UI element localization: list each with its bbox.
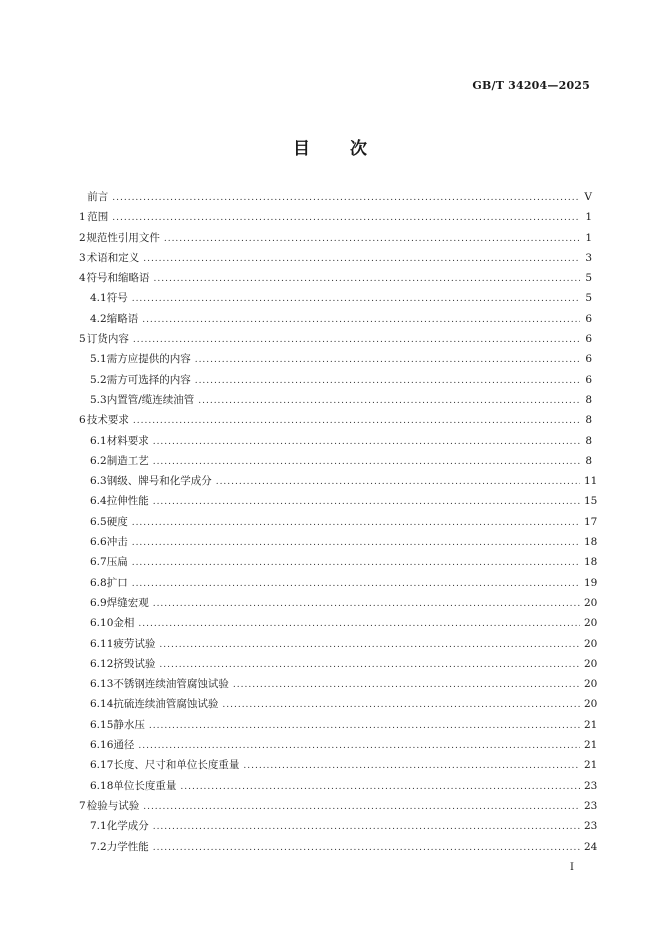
toc-entry-label: 压扁 — [106, 556, 128, 569]
toc-entry-page: 18 — [584, 536, 598, 549]
toc-entry[interactable] — [79, 248, 592, 268]
dot-leader — [132, 289, 580, 309]
toc-entry-number: 4.2 — [90, 312, 107, 325]
toc-entry-number: 6.12 — [90, 657, 114, 670]
toc-entry[interactable] — [79, 390, 592, 410]
dot-leader — [153, 432, 580, 452]
toc-entry-page: 1 — [585, 211, 592, 224]
toc-entry[interactable] — [79, 187, 592, 207]
dot-leader — [159, 655, 580, 675]
toc-entry[interactable] — [79, 370, 592, 390]
toc-entry-page: 23 — [584, 779, 598, 792]
toc-entry-page: 8 — [585, 393, 592, 406]
toc-entry-page: 23 — [584, 799, 598, 812]
toc-entry-label: 范围 — [87, 211, 109, 224]
toc-entry[interactable] — [79, 776, 598, 796]
dot-leader — [142, 310, 580, 330]
dot-leader — [222, 695, 580, 715]
toc-entry-number: 6.6 — [90, 536, 107, 549]
toc-entry[interactable] — [79, 288, 592, 308]
toc-entry-number: 6.13 — [90, 678, 114, 691]
toc-entry-number: 5.3 — [90, 393, 107, 406]
dot-leader — [132, 533, 580, 553]
toc-entry-page: 18 — [584, 556, 598, 569]
dot-leader — [153, 492, 580, 512]
toc-entry-label: 需方应提供的内容 — [106, 353, 191, 366]
toc-entry-page: 21 — [584, 759, 598, 772]
toc-entry-label: 符号和缩略语 — [86, 272, 150, 285]
dot-leader — [195, 371, 580, 391]
toc-entry[interactable] — [79, 755, 598, 775]
toc-entry-page: 15 — [584, 495, 598, 508]
toc-entry-label: 扩口 — [106, 576, 128, 589]
toc-entry-number: 2 — [79, 231, 86, 244]
toc-entry[interactable] — [79, 532, 598, 552]
dot-leader — [195, 350, 580, 370]
toc-entry[interactable] — [79, 674, 598, 694]
toc-entry-label: 术语和定义 — [86, 251, 140, 264]
toc-entry-label: 拉伸性能 — [106, 495, 149, 508]
dot-leader — [138, 614, 580, 634]
toc-entry-label: 冲击 — [106, 536, 128, 549]
toc-entry-number: 3 — [79, 251, 86, 264]
toc-entry[interactable] — [79, 207, 592, 227]
toc-entry-label: 单位长度重量 — [113, 779, 177, 792]
toc-entry[interactable] — [79, 654, 598, 674]
dot-leader — [153, 817, 580, 837]
toc-entry-number: 6.14 — [90, 698, 114, 711]
toc-entry-number: 4.1 — [90, 292, 107, 305]
toc-entry-number: 6.8 — [90, 576, 107, 589]
table-of-contents — [79, 187, 598, 857]
toc-entry[interactable] — [79, 613, 598, 633]
toc-entry[interactable] — [79, 491, 598, 511]
toc-entry-number: 6.7 — [90, 556, 107, 569]
toc-entry[interactable] — [79, 410, 592, 430]
toc-entry-label: 疲劳试验 — [113, 637, 156, 650]
toc-entry-label: 静水压 — [113, 718, 145, 731]
dot-leader — [143, 249, 580, 269]
dot-leader — [243, 756, 580, 776]
toc-entry[interactable] — [79, 309, 592, 329]
toc-entry-page: 11 — [584, 475, 598, 488]
toc-entry-label: 通径 — [113, 739, 135, 752]
toc-entry-page: 20 — [584, 617, 598, 630]
toc-entry-page: 17 — [584, 515, 598, 528]
toc-entry-page: 21 — [584, 739, 598, 752]
dot-leader — [233, 675, 580, 695]
dot-leader — [132, 553, 580, 573]
toc-entry[interactable] — [79, 593, 598, 613]
toc-entry-page: 6 — [585, 353, 592, 366]
toc-entry-label: 金相 — [113, 617, 135, 630]
dot-leader — [143, 797, 580, 817]
toc-entry[interactable] — [79, 552, 598, 572]
toc-entry-page: 20 — [584, 657, 598, 670]
dot-leader — [133, 330, 580, 350]
dot-leader — [112, 188, 580, 208]
toc-entry-page: 6 — [585, 373, 592, 386]
toc-entry[interactable] — [79, 431, 592, 451]
dot-leader — [180, 777, 580, 797]
toc-entry-label: 不锈钢连续油管腐蚀试验 — [113, 678, 229, 691]
toc-entry-label: 力学性能 — [106, 840, 149, 853]
toc-entry-label: 规范性引用文件 — [86, 231, 160, 244]
dot-leader — [112, 208, 580, 228]
toc-entry[interactable] — [79, 816, 598, 836]
toc-entry-page: 6 — [585, 312, 592, 325]
toc-entry-label: 订货内容 — [86, 333, 129, 346]
dot-leader — [138, 736, 580, 756]
toc-entry-number: 1 — [79, 211, 86, 224]
toc-entry[interactable] — [79, 228, 592, 248]
toc-entry[interactable] — [79, 837, 598, 857]
toc-entry[interactable] — [79, 329, 592, 349]
toc-entry[interactable] — [79, 715, 598, 735]
dot-leader — [216, 472, 580, 492]
toc-entry-number: 6.18 — [90, 779, 114, 792]
toc-entry-number: 6.3 — [90, 475, 107, 488]
toc-entry-number: 6.4 — [90, 495, 107, 508]
toc-entry-number: 6.15 — [90, 718, 114, 731]
toc-entry-number: 6.17 — [90, 759, 114, 772]
toc-entry-page: 20 — [584, 678, 598, 691]
dot-leader — [132, 574, 580, 594]
toc-entry-label: 前言 — [87, 191, 109, 203]
toc-entry-label: 内置管/缆连续油管 — [106, 393, 195, 406]
toc-entry-label: 制造工艺 — [106, 454, 149, 467]
toc-entry-label: 缩略语 — [106, 312, 139, 325]
toc-entry-number: 6.5 — [90, 515, 107, 528]
toc-entry-page: Ⅴ — [584, 191, 592, 203]
dot-leader — [153, 594, 580, 614]
page-title: 目 次 — [293, 139, 369, 159]
toc-entry-page: 5 — [585, 272, 592, 285]
toc-entry-number: 6.1 — [90, 434, 107, 447]
dot-leader — [159, 635, 580, 655]
toc-entry-page: 8 — [585, 434, 592, 447]
toc-entry-page: 21 — [584, 718, 598, 731]
dot-leader — [132, 513, 580, 533]
dot-leader — [133, 411, 580, 431]
toc-entry[interactable] — [79, 735, 598, 755]
toc-entry-page: 20 — [584, 698, 598, 711]
toc-entry-page: 5 — [585, 292, 592, 305]
toc-entry[interactable] — [79, 268, 592, 288]
toc-entry-label: 长度、尺寸和单位长度重量 — [113, 759, 240, 772]
toc-entry-number: 7 — [79, 799, 86, 812]
toc-entry[interactable] — [79, 796, 598, 816]
toc-entry-number: 5 — [79, 333, 86, 346]
toc-entry-label: 焊缝宏观 — [106, 596, 149, 609]
dot-leader — [198, 391, 580, 411]
toc-entry-number: 6.10 — [90, 617, 114, 630]
dot-leader — [154, 269, 580, 289]
toc-entry-number: 4 — [79, 272, 86, 285]
toc-entry-number: 7.2 — [90, 840, 107, 853]
toc-entry[interactable] — [79, 512, 598, 532]
toc-entry-number: 6 — [79, 414, 86, 427]
dot-leader — [149, 716, 580, 736]
toc-entry-number: 6.9 — [90, 596, 107, 609]
toc-entry[interactable] — [79, 349, 592, 369]
dot-leader — [164, 229, 580, 249]
toc-entry[interactable] — [79, 573, 598, 593]
toc-entry-number: 5.1 — [90, 353, 107, 366]
toc-entry-label: 材料要求 — [106, 434, 149, 447]
toc-entry-number: 6.16 — [90, 739, 114, 752]
toc-entry-label: 检验与试验 — [86, 799, 140, 812]
toc-entry-page: 6 — [585, 333, 592, 346]
dot-leader — [153, 452, 580, 472]
toc-entry-label: 符号 — [106, 292, 128, 305]
toc-entry[interactable] — [79, 471, 598, 491]
toc-entry-number: 7.1 — [90, 820, 107, 833]
toc-entry-number: 5.2 — [90, 373, 107, 386]
toc-entry-page: 20 — [584, 637, 598, 650]
toc-entry-number: 6.11 — [90, 637, 114, 650]
toc-entry-page: 8 — [585, 454, 592, 467]
dot-leader — [153, 838, 580, 858]
toc-entry-label: 技术要求 — [86, 414, 129, 427]
toc-entry[interactable] — [79, 634, 598, 654]
toc-entry-page: 1 — [585, 231, 592, 244]
toc-entry-page: 8 — [585, 414, 592, 427]
toc-entry-label: 抗硫连续油管腐蚀试验 — [113, 698, 219, 711]
toc-entry-number: 6.2 — [90, 454, 107, 467]
toc-entry-label: 化学成分 — [106, 820, 149, 833]
toc-entry-page: 23 — [584, 820, 598, 833]
toc-entry-label: 硬度 — [106, 515, 128, 528]
standard-code: GB/T 34204—2025 — [472, 79, 590, 92]
page-number: Ⅰ — [570, 862, 574, 873]
toc-entry-page: 24 — [584, 840, 598, 853]
toc-entry[interactable] — [79, 451, 592, 471]
toc-entry[interactable] — [79, 694, 598, 714]
toc-entry-label: 钢级、牌号和化学成分 — [106, 475, 212, 488]
toc-entry-label: 需方可选择的内容 — [106, 373, 191, 386]
toc-entry-page: 20 — [584, 596, 598, 609]
toc-entry-page: 3 — [585, 251, 592, 264]
toc-entry-label: 挤毁试验 — [113, 657, 156, 670]
toc-entry-page: 19 — [584, 576, 598, 589]
